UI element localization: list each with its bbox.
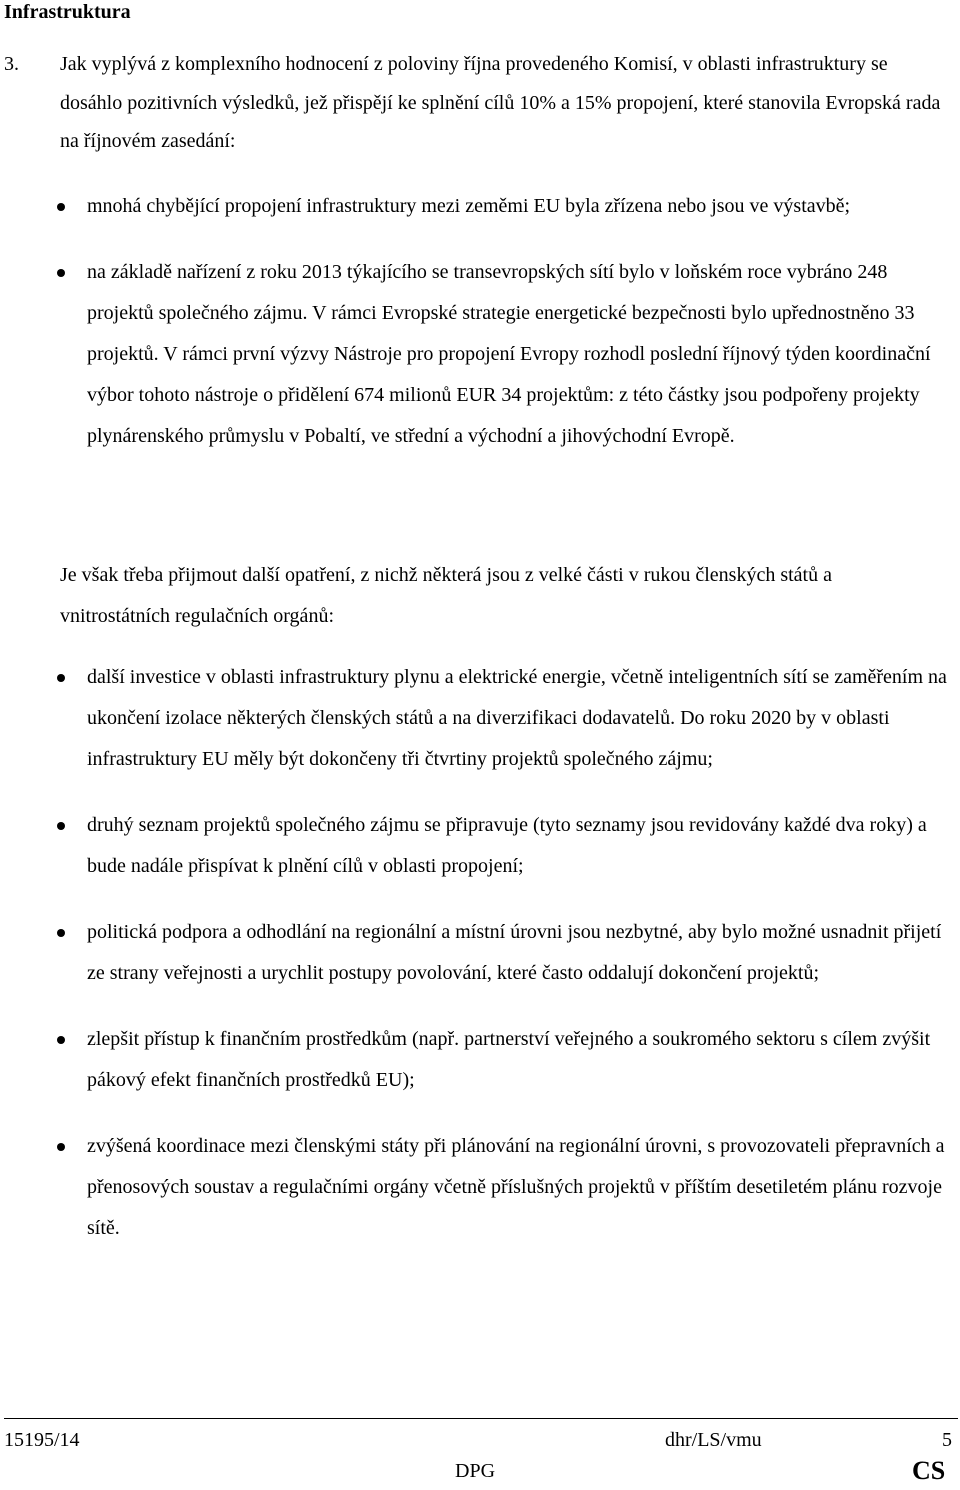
footer-language-code: CS: [912, 1456, 946, 1485]
list-item-text: na základě nařízení z roku 2013 týkajícího se transevropských sítí bylo v loňském roce vybráno 248 projektů společného zájmu. V rámci Evropské strategie energetické bezpečnosti bylo upřednostněno 33 projektů. V rámci první výzvy Nástroje pro propojení Evropy rozhodl poslední říjnový týden koordinační výbor tohoto nástroje o přidělení 674 milionů EUR 34 projektům: z této částky jsou podpořeny projekty plynárenského průmyslu v Pobaltí, ve střední a východní a jihovýchodní Evropě.: [87, 261, 931, 447]
bullet-icon: [57, 929, 65, 937]
list-item: [0, 657, 960, 780]
bullet-icon: [57, 203, 65, 211]
list-item: [0, 186, 960, 227]
footer-page-number: 5: [942, 1429, 952, 1451]
footer-dg-code: DPG: [455, 1460, 496, 1482]
list-item-text: politická podpora a odhodlání na regionální a místní úrovni jsou nezbytné, aby bylo možné usnadnit přijetí ze strany veřejnosti a urychlit postupy povolování, které často oddalují dokončení projektů;: [87, 921, 942, 984]
point-number: 3.: [4, 53, 19, 75]
list-item-text: druhý seznam projektů společného zájmu se připravuje (tyto seznamy jsou revidovány každé dva roky) a bude nadále přispívat k plnění cílů v oblasti propojení;: [87, 814, 927, 877]
list-item: [0, 805, 960, 887]
bullet-icon: [57, 1036, 65, 1044]
bullet-icon: [57, 269, 65, 277]
list-item-text: další investice v oblasti infrastruktury plynu a elektrické energie, včetně inteligentních sítí se zaměřením na ukončení izolace některých členských států a na diverzifikaci dodavatelů. Do roku 2020 by v oblasti infrastruktury EU měly být dokončeny tři čtvrtiny projektů společného zájmu;: [87, 666, 947, 770]
list-item-text: zlepšit přístup k finančním prostředkům (např. partnerství veřejného a soukromého sektoru s cílem zvýšit pákový efekt finančních prostředků EU);: [87, 1028, 931, 1091]
numbered-point: [4, 45, 944, 161]
list-item-text: mnohá chybějící propojení infrastruktury mezi zeměmi EU byla zřízena nebo jsou ve výstavbě;: [87, 195, 851, 217]
list-item-text: zvýšená koordinace mezi členskými státy při plánování na regionální úrovni, s provozovateli přepravních a přenosových soustav a regulačními orgány včetně příslušných projektů v příštím desetiletém plánu rozvoje sítě.: [87, 1135, 945, 1239]
results-bullet-list: [0, 186, 960, 482]
point-text: Jak vyplývá z komplexního hodnocení z poloviny října provedeného Komisí, v oblasti infrastruktury se dosáhlo pozitivních výsledků, jež přispějí ke splnění cílů 10% a 15% propojení, které stanovila Evropská rada na říjnovém zasedání:: [60, 53, 941, 152]
list-item: [0, 1019, 960, 1101]
measures-intro-paragraph: Je však třeba přijmout další opatření, z nichž některá jsou z velké části v rukou členských států a vnitrostátních regulačních orgánů:: [60, 564, 832, 627]
footer-doc-number: 15195/14: [4, 1429, 80, 1451]
list-item: [0, 912, 960, 994]
footer-divider: [4, 1418, 958, 1419]
footer-initials: dhr/LS/vmu: [665, 1429, 762, 1451]
list-item: [0, 252, 960, 457]
list-item: [0, 1126, 960, 1249]
section-heading: Infrastruktura: [4, 1, 131, 23]
bullet-icon: [57, 674, 65, 682]
bullet-icon: [57, 822, 65, 830]
bullet-icon: [57, 1143, 65, 1151]
measures-bullet-list: [0, 657, 960, 1274]
